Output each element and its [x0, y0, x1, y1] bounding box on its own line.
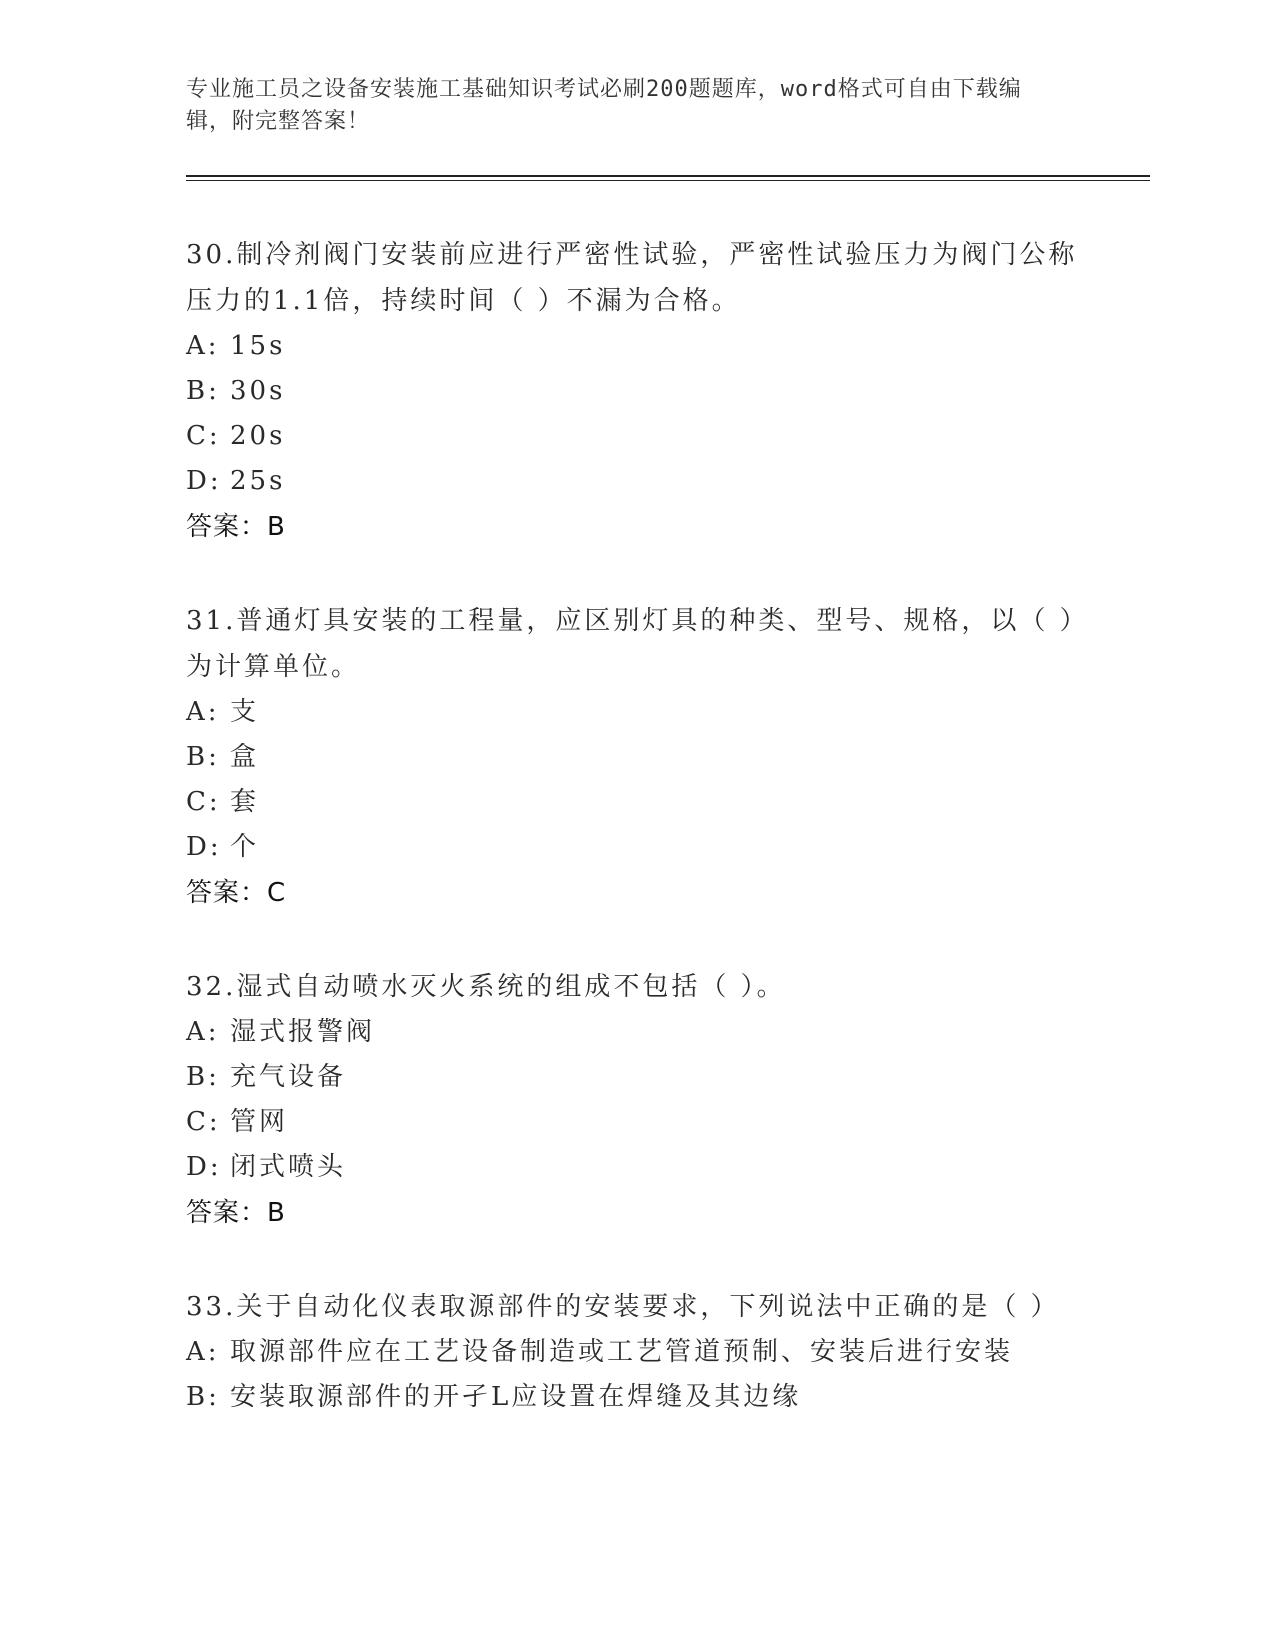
- option-text: 支: [230, 697, 260, 727]
- option-text: 闭式喷头: [230, 1152, 347, 1182]
- option-d: [186, 825, 1086, 870]
- option-letter: A:: [186, 1017, 220, 1047]
- question-32: [186, 964, 1086, 1236]
- option-c: [186, 1100, 1086, 1145]
- option-letter: B:: [186, 1062, 220, 1092]
- option-text: 25s: [230, 466, 286, 496]
- option-a: [186, 690, 1086, 735]
- answer-line: 答案：B: [186, 1198, 286, 1228]
- question-30: [186, 232, 1086, 550]
- header-divider-thin: [186, 180, 1150, 181]
- question-text: 31.普通灯具安装的工程量，应区别灯具的种类、型号、规格，以（ ）为计算单位。: [186, 606, 1076, 682]
- option-text: 15s: [230, 331, 286, 361]
- question-list: [186, 232, 1086, 1468]
- option-letter: B:: [186, 376, 220, 406]
- option-text: 安装取源部件的开孑L应设置在焊缝及其边缘: [230, 1382, 802, 1412]
- header-divider: [186, 175, 1150, 177]
- option-c: [186, 414, 1086, 459]
- option-letter: A:: [186, 697, 220, 727]
- option-letter: A:: [186, 1337, 220, 1367]
- answer-line: 答案：C: [186, 878, 287, 908]
- option-text: 盒: [230, 742, 260, 772]
- question-text: 30.制冷剂阀门安装前应进行严密性试验，严密性试验压力为阀门公称压力的1.1倍，持续时间（ ）不漏为合格。: [186, 240, 1078, 316]
- option-b: [186, 1375, 1086, 1420]
- option-text: 20s: [230, 421, 286, 451]
- option-letter: C:: [186, 1107, 221, 1137]
- option-text: 充气设备: [230, 1062, 347, 1092]
- option-letter: C:: [186, 421, 221, 451]
- option-letter: D:: [186, 832, 222, 862]
- option-letter: B:: [186, 1382, 220, 1412]
- option-d: [186, 459, 1086, 504]
- option-a: [186, 1010, 1086, 1055]
- option-text: 个: [230, 832, 260, 862]
- question-text: 33.关于自动化仪表取源部件的安装要求，下列说法中正确的是（ ）: [186, 1292, 1060, 1322]
- question-33: [186, 1284, 1086, 1420]
- question-text: 32.湿式自动喷水灭火系统的组成不包括（ ）。: [186, 972, 786, 1002]
- option-letter: C:: [186, 787, 221, 817]
- option-letter: D:: [186, 1152, 222, 1182]
- option-letter: D:: [186, 466, 222, 496]
- option-letter: B:: [186, 742, 220, 772]
- option-text: 取源部件应在工艺设备制造或工艺管道预制、安装后进行安装: [230, 1337, 1014, 1367]
- option-c: [186, 780, 1086, 825]
- option-text: 30s: [230, 376, 286, 406]
- option-text: 管网: [230, 1107, 289, 1137]
- option-text: 湿式报警阀: [230, 1017, 376, 1047]
- question-31: [186, 598, 1086, 916]
- option-b: [186, 735, 1086, 780]
- answer-line: 答案：B: [186, 512, 286, 542]
- option-a: [186, 324, 1086, 369]
- document-header: 专业施工员之设备安装施工基础知识考试必刷200题题库，word格式可自由下载编辑，附完整答案！: [186, 77, 1022, 134]
- option-a: [186, 1330, 1086, 1375]
- option-text: 套: [230, 787, 260, 817]
- option-letter: A:: [186, 331, 220, 361]
- option-b: [186, 369, 1086, 414]
- option-b: [186, 1055, 1086, 1100]
- option-d: [186, 1145, 1086, 1190]
